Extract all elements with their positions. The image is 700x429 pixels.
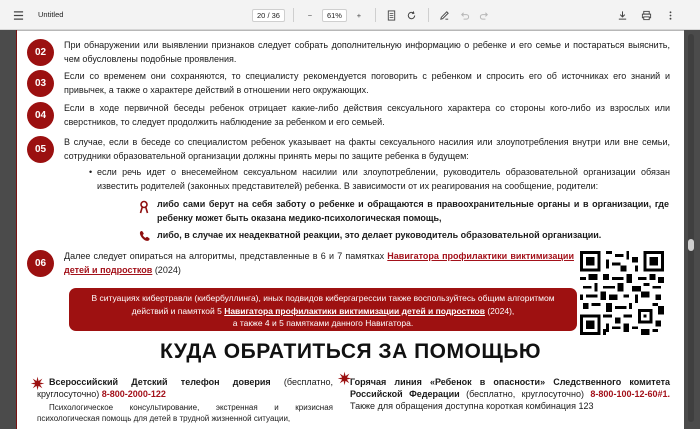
help-section-heading: КУДА ОБРАТИТЬСЯ ЗА ПОМОЩЬЮ <box>160 340 541 363</box>
helpline-phone[interactable]: 8-800-2000-122 <box>101 389 166 399</box>
navigator-link[interactable]: Навигатора профилактики виктимизации детей и подростков <box>64 251 574 275</box>
redo-icon[interactable] <box>477 7 493 23</box>
bullet-mark: • <box>89 167 93 177</box>
item-text <box>64 250 574 277</box>
star-icon: ✷ <box>337 369 353 389</box>
rotate-icon[interactable] <box>404 7 420 23</box>
download-icon[interactable] <box>614 7 630 23</box>
item-text: Если в ходе первичной беседы ребенок отрицает какие-либо действия сексуального характера со стороны кого-либо из взрослых или сверстников, то следует продолжить наблюдение за ребенком и его семьей. <box>64 103 670 127</box>
document-title: Untitled <box>38 10 64 19</box>
notice-text: а также 4 и 5 памятками данного Навигатора. <box>232 318 414 328</box>
menu-icon[interactable] <box>10 7 26 23</box>
item-number-badge: 05 <box>27 136 54 163</box>
page-current: 20 <box>257 10 266 20</box>
toolbar-divider <box>293 8 294 22</box>
helpline-child-in-danger <box>350 376 670 412</box>
notice-text: В ситуациях кибертравли (кибербуллинга), иных подвидов кибергагрессии также воспользуйтесь общим алгоритмом действий и памяткой 5 <box>91 293 555 316</box>
toolbar-actions <box>614 7 678 23</box>
print-icon[interactable] <box>638 7 654 23</box>
helpline-note: (бесплатно, круглосуточно) <box>459 389 591 399</box>
cyberbullying-notice <box>69 288 577 331</box>
toolbar-divider <box>428 8 429 22</box>
item-number-badge: 03 <box>27 70 54 97</box>
annotate-icon[interactable] <box>437 7 453 23</box>
helpline-description: Психологическое консультирование, экстренная и кризисная психологическая помощь для детей в трудной жизненной ситуации, <box>37 403 333 423</box>
zoom-in-button[interactable]: + <box>356 10 362 20</box>
page-total: 36 <box>271 10 280 20</box>
bullet-item <box>89 166 670 193</box>
item-number-badge: 04 <box>27 102 54 129</box>
item-text-part: (2024) <box>152 264 181 275</box>
pdf-page <box>16 30 684 429</box>
zoom-out-button[interactable]: − <box>307 10 313 20</box>
item-text-part: Далее следует опираться на алгоритмы, представленные в 6 и 7 памятках <box>64 251 388 261</box>
page-number-input[interactable] <box>252 9 285 22</box>
item-text: В случае, если в беседе со специалистом ребенок указывает на факты сексуального насилия или злоупотребления внутри или вне семьи, сотрудники образовательной организации должны принять меры по защите ребенка в будущем: <box>64 137 670 161</box>
undo-icon[interactable] <box>457 7 473 23</box>
helpline-name: Горячая линия «Ребенок в опасности» Следственного комитета Российской Федерации <box>350 377 670 399</box>
helpline-note: (бесплатно, круглосуточно) <box>37 377 334 399</box>
pdf-toolbar <box>0 0 700 30</box>
option-text: либо, в случае их неадекватной реакции, это делает руководитель образовательной организации. <box>157 230 602 240</box>
option-text: либо сами берут на себя заботу о ребенке и обращаются в правоохранительные органы и в организации, где ребенку может быть оказана медико-психологическая помощь, <box>157 199 669 223</box>
item-number-badge: 02 <box>27 39 54 66</box>
star-icon: ✷ <box>30 374 46 394</box>
page-navigator <box>252 7 493 23</box>
qr-code <box>580 251 664 335</box>
page-separator: / <box>267 10 270 20</box>
phone-icon <box>138 229 150 243</box>
item-text: При обнаружении или выявлении признаков следует собрать дополнительную информацию о ребенке и его семье и постараться выяснить, чем обусловлены подобные проявления. <box>64 40 670 64</box>
navigator-link[interactable]: Навигатора профилактики виктимизации детей и подростков <box>224 305 485 316</box>
helpline-description: Также для обращения доступна короткая комбинация 123 <box>350 401 594 411</box>
toolbar-divider <box>375 8 376 22</box>
more-options-icon[interactable] <box>662 7 678 23</box>
notice-text: (2024), <box>484 305 515 316</box>
zoom-level[interactable]: 61% <box>322 9 347 22</box>
helpline-children-trust <box>37 376 333 424</box>
page-top-border <box>17 30 684 35</box>
item-number-badge: 06 <box>27 250 54 277</box>
scrollbar-thumb[interactable] <box>688 239 694 251</box>
fit-page-icon[interactable] <box>384 7 400 23</box>
vertical-scrollbar[interactable] <box>688 34 694 422</box>
ribbon-icon <box>138 200 150 214</box>
helpline-phone[interactable]: 8-800-100-12-60#1. <box>590 389 670 399</box>
item-text: Если со временем они сохраняются, то специалисту рекомендуется поговорить с ребенком и спросить его об источниках его знаний и привычек, а также о характере действий в отношении него окружающих. <box>64 71 670 95</box>
bullet-text: если речь идет о внесемейном сексуальном насилии или злоупотреблении, руководитель образовательной организации обязан известить родителей (законных представителей) ребенка. В зависимости от их реагирования на сообщение, родители: <box>97 167 670 191</box>
helpline-name: Всероссийский Детский телефон доверия <box>49 377 271 387</box>
